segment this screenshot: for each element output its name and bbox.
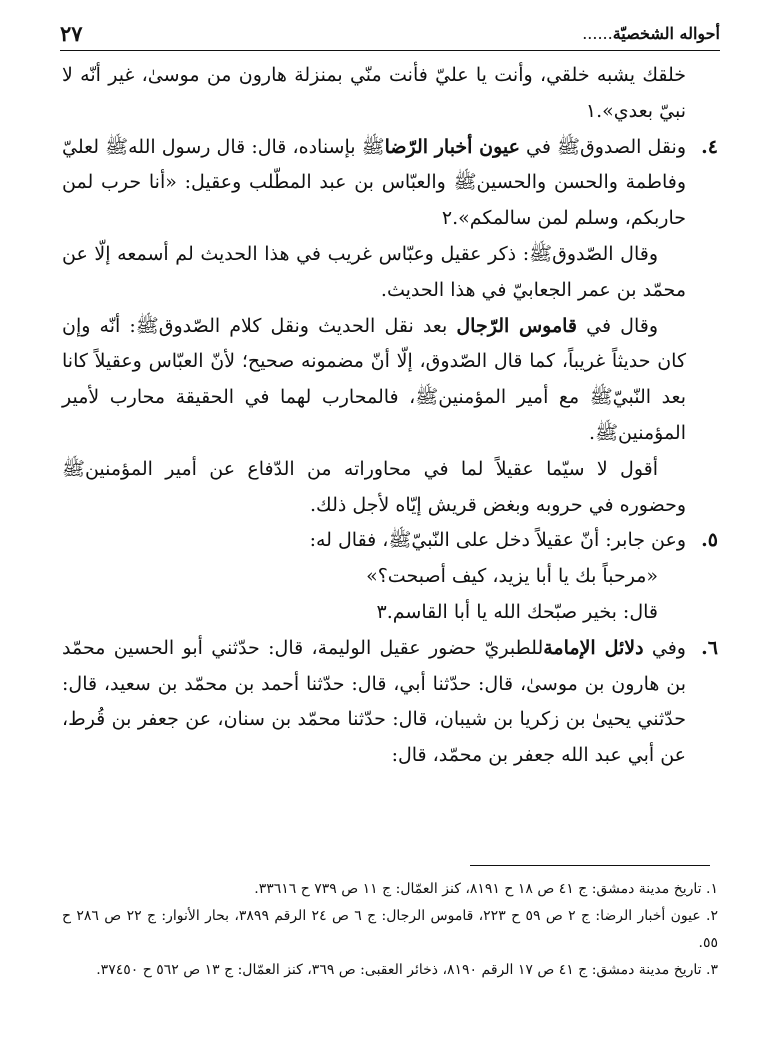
paragraph-qamus: وقال في قاموس الرّجال بعد نقل الحديث ونقل كلام الصّدوقﷺ: أنّه وإن كان حديثاً غريباً، كما قال الصّدوق، إلّا أنّ مضمونه صحيح؛ لأنّ العبّاس وعقيلاً كانا بعد النّبيّﷺ مع أمير المؤمنينﷺ، فالمحارب لهما في الحقيقة محارب لأمير المؤمنينﷺ. [62, 314, 686, 444]
paragraph-saduq: وقال الصّدوقﷺ: ذكر عقيل وعبّاس غريب في هذا الحديث لم أسمعه إلّا عن محمّد بن عمر الجعابيّ في هذا الحديث. [62, 242, 686, 301]
quote-line: قال: بخير صبّحك الله يا أبا القاسم.٣ [376, 600, 658, 623]
footnote-separator [470, 865, 710, 866]
page-number: ٢٧ [60, 20, 83, 46]
paragraph-aqul: أقول لا سيّما عقيلاً لما في محاوراته من الدّفاع عن أمير المؤمنينﷺ وحضوره في حروبه وبغض قريش إيّاه لأجل ذلك. [62, 457, 686, 516]
item-number: ٦. [701, 636, 718, 659]
item-number: ٤. [701, 135, 718, 158]
paragraph-continued: خلقك يشبه خلقي، وأنت يا عليّ فأنت منّي بمنزلة هارون من موسىٰ، غير أنّه لا نبيّ بعدي».١ [62, 64, 686, 122]
footnote: ٢. عيون أخبار الرضا: ج ٢ ص ٥٩ ح ٢٢٣، قاموس الرجال: ج ٦ ص ٢٤ الرقم ٣٨٩٩، بحار الأنوار: ج ٢٢ ص ٢٨٦ ح ٥٥. [62, 908, 719, 951]
footnotes [62, 876, 718, 984]
book-title: دلائل الإمامة [543, 636, 644, 659]
running-head [60, 18, 720, 48]
footnote: ٣. تاريخ مدينة دمشق: ج ٤١ ص ١٧ الرقم ٨١٩٠، ذخائر العقبى: ص ٣٦٩، كنز العمّال: ج ١٣ ص ٥٦٢ ح ٣٧٤٥٠. [96, 962, 718, 978]
footnote: ١. تاريخ مدينة دمشق: ج ٤١ ص ١٨ ح ٨١٩١، كنز العمّال: ج ١١ ص ٧٣٩ ح ٣٣٦١٦. [254, 881, 718, 897]
item-6: ٦.وفي دلائل الإمامةللطبريّ حضور عقيل الوليمة، قال: حدّثني أبو الحسين محمّد بن هارون بن موسىٰ، قال: حدّثنا أبي، قال: حدّثنا أحمد بن محمّد بن سعيد، قال: حدّثني يحيىٰ بن زكريا بن شيبان، قال: حدّثنا محمّد بن سنان، عن جعفر بن قُرط، عن أبي عبد الله جعفر بن محمّد، قال: [62, 631, 718, 774]
title-dots: ...... [582, 23, 613, 43]
quote-line: «مرحباً بك يا أبا يزيد، كيف أصبحت؟» [366, 565, 658, 588]
running-head-title [582, 24, 720, 43]
item-5: ٥.وعن جابر: أنّ عقيلاً دخل على النّبيّﷺ، فقال له: [62, 523, 718, 559]
item-number: ٥. [701, 529, 718, 552]
item-4: ٤.ونقل الصدوقﷺ في عيون أخبار الرّضاﷺ بإسناده، قال: قال رسول اللهﷺ لعليّ وفاطمة والحسن والحسينﷺ والعبّاس بن عبد المطّلب وعقيل: «أنا حرب لمن حاربكم، وسلم لمن سالمكم».٢ [62, 130, 718, 237]
book-title: قاموس الرّجال [456, 314, 578, 337]
header-rule [60, 50, 720, 51]
chapter-title: أحواله الشخصيّة [612, 23, 720, 43]
book-title: عيون أخبار الرّضا [384, 135, 520, 158]
main-text [62, 58, 718, 774]
